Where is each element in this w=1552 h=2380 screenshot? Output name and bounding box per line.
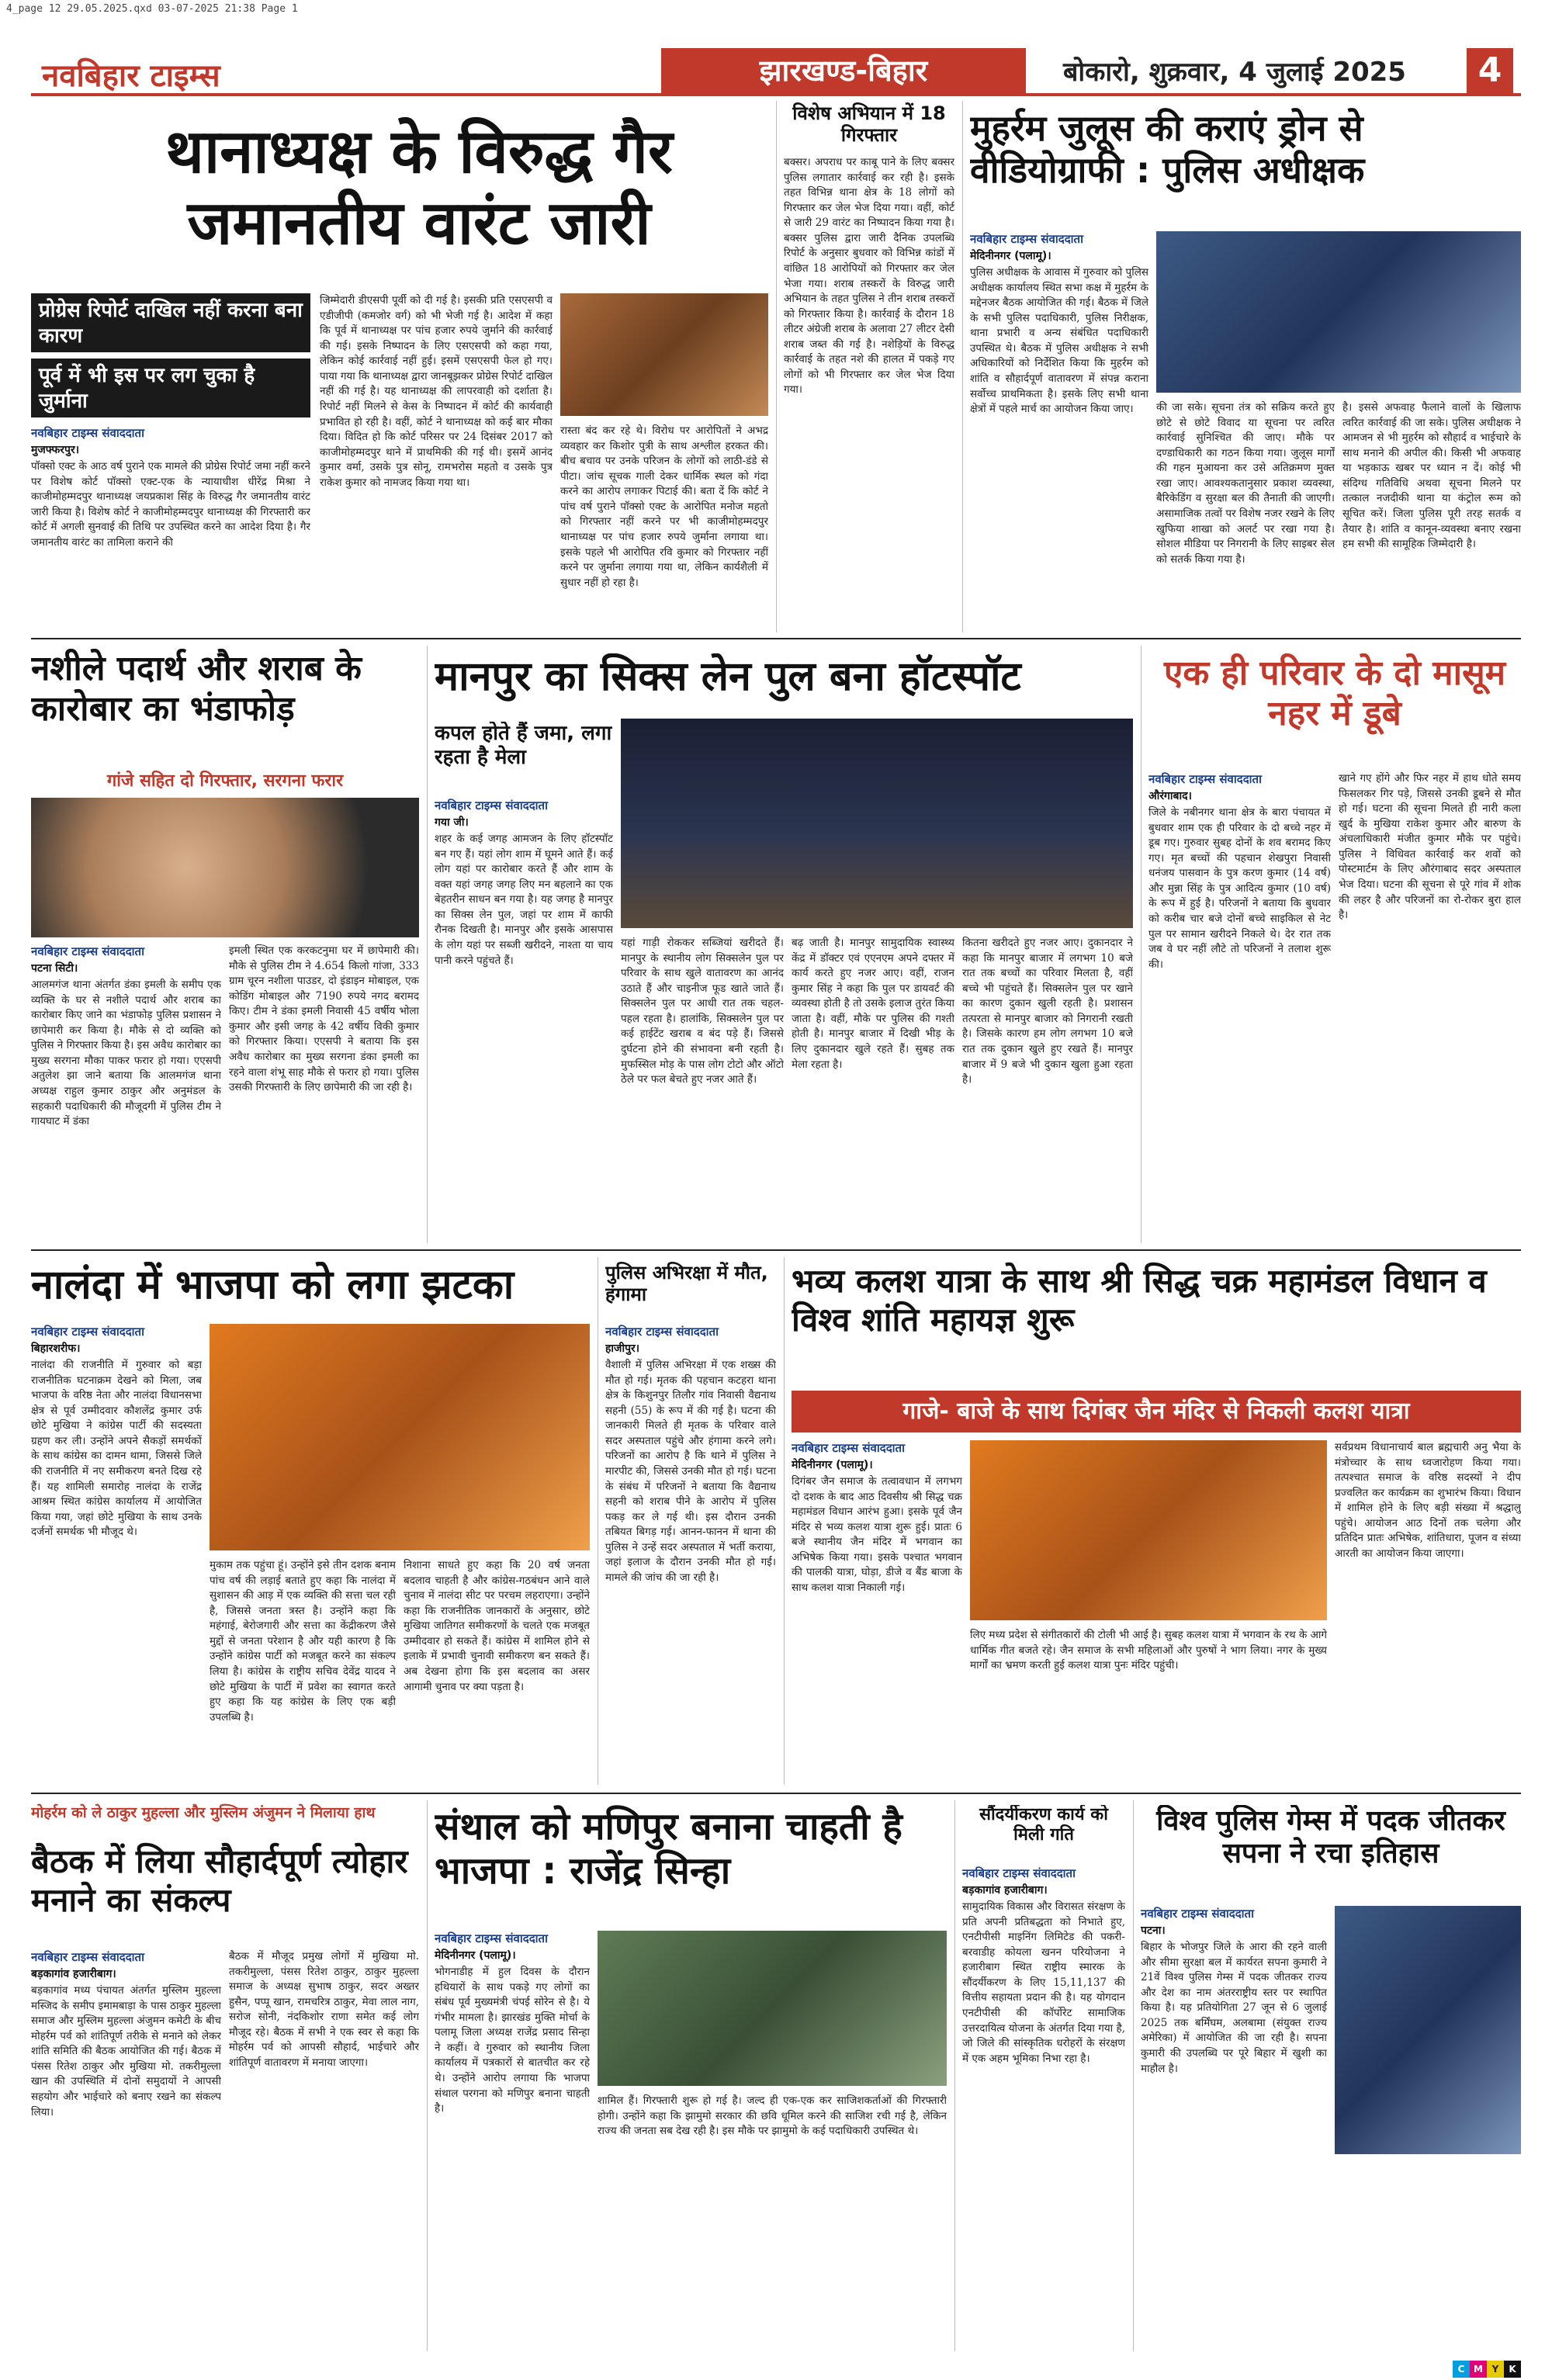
gavel-photo: [560, 293, 768, 416]
story1-text-col1: पॉक्सो एक्ट के आठ वर्ष पुराने एक मामले की प्रोग्रेस रिपोर्ट जमा नहीं करने पर विशेष कोर्ट पॉक्सो एक्ट-एक के न्यायाधीश धीरेंद्र मिश्रा ने काजीमोहम्मदपुर थानाध्यक्ष जयप्रकाश सिंह के विरुद्ध गैर जमानतीय वारंट जारी किया है। विशेष कोर्ट ने काजीमोहम्मदपुर थानाध्यक्ष की गिरफ्तारी कर कोर्ट में अगली सुनवाई की तिथि पर उपस्थित करने का आदेश दिया है। गैर जमानतीय वारंट का तामिला कराने की: [31, 460, 310, 549]
story1-text-col2: जिम्मेदारी डीएसपी पूर्वी को दी गई है। इसकी प्रति एसएसपी व एडीजीपी (कमजोर वर्ग) को भी भेजी गई है। आदेश में कहा कि पूर्व में थानाध्यक्ष पर पांच हजार रुपये जुर्माने की कार्रवाई की गई। इसके निष्पादन के लिए एसएसपी को कहा गया, लेकिन कोई कार्रवाई नहीं हुई। इसमें एसएसपी फेल हो गए। पाया गया कि थानाध्यक्ष द्वारा जानबूझकर प्रोग्रेस रिपोर्ट दाखिल नहीं की गई है। यह थानाध्यक्ष की लापरवाही को दर्शाता है। रिपोर्ट नहीं मिलने से केस के निष्पादन में कोर्ट की कार्यवाही प्रभावित हो रही है। वहीं, कोर्ट ने थानाध्यक्ष को कई बार मौका दिया। विदित हो कि कोर्ट परिसर पर 24 दिसंबर 2017 को काजीमोहम्मदपुर थाने में प्राथमिकी की गई थी। इसमें आनंद कुमार वर्मा, उसके पुत्र सोनू, रामभरोस महतो व उसके पुत्र राकेश कुमार को नामजद किया गया था।: [320, 294, 553, 489]
story12-headline: सौंदर्यीकरण कार्य को मिली गति: [979, 1805, 1108, 1845]
story8-headline: पुलिस अभिरक्षा में मौत, हंगामा: [605, 1262, 768, 1306]
story10-text-col2: बैठक में मौजूद प्रमुख लोगों में मुखिया मो. तकरीमुल्ला, पंसस रितेश ठाकुर, ठाकुर मुहल्ला समाज के अध्यक्ष सुभाष ठाकुर, सदर अख्तर हुसैन, पप्पू खान, रामचरित्र ठाकुर, मेवा लाल नाग, सरोज सोनी, नंदकिशोर राणा समेत कई लोग मौजूद रहे। बैठक में सभी ने एक स्वर से कहा कि मोहर्रम पर्व को आपसी सौहार्द, भाईचारे और शांतिपूर्ण वातावरण में मनाया जाएगा।: [229, 1950, 419, 2069]
story4-text-col2: इमली स्थित एक करकटनुमा घर में छापेमारी की। मौके से पुलिस टीम ने 4.654 किलो गांजा, 333 ग्राम चूरन नशीला पाउडर, दो इंडाइन मोबाइल, एक कोडिंग मोबाइल और 7190 रुपये नगद बरामद किए। टीम ने डंका इमली निवासी 45 वर्षीय भोला कुमार और इसी जगह के 42 वर्षीय विकी कुमार को गिरफ्तार किया। एएसपी ने बताया कि इस अवैध कारोबार का मुख्य सरगना डंका इमली का रहने वाला शंभू साह मौके से फरार हो गया। पुलिस उसकी गिरफ्तारी के लिए छापेमारी की जा रही है।: [229, 944, 419, 1094]
story10-dateline: बड़कागांव हजारीबाग।: [31, 1968, 116, 1980]
story11-headline: संथाल को मणिपुर बनाना चाहती है भाजपा : राजेंद्र सिन्हा: [435, 1805, 902, 1893]
story5-dateline: गया जी।: [435, 816, 469, 829]
story6-headline: एक ही परिवार के दो मासूम नहर में डूबे: [1163, 653, 1506, 733]
story5-headline: मानपुर का सिक्स लेन पुल बना हॉटस्पॉट: [435, 653, 1021, 700]
story11-dateline: मेदिनीनगर (पलामू)।: [435, 1949, 516, 1962]
story7-byline: नवबिहार टाइम्स संवाददाता: [31, 1325, 144, 1339]
party-joining-photo: [210, 1324, 590, 1550]
story6-byline: नवबिहार टाइम्स संवाददाता: [1148, 772, 1262, 786]
story13-headline: विश्व पुलिस गेम्स में पदक जीतकर सपना ने रचा इतिहास: [1156, 1805, 1505, 1870]
colorbar-black: K: [1504, 2361, 1521, 2378]
region-banner: झारखण्ड-बिहार: [661, 48, 1026, 93]
story2-text: बक्सर। अपराध पर काबू पाने के लिए बक्सर पुलिस लगातार कार्रवाई कर रही है। इसके तहत विभिन्न थाना क्षेत्र के 18 लोगों को गिरफ्तार कर जेल भेज दिया गया। वहीं, कोर्ट से जारी 29 वारंट का निष्पादन किया गया है। बक्सर पुलिस द्वारा जारी दैनिक उपलब्धि रिपोर्ट के अनुसार बुधवार को विभिन्न कांडों में वांछित 18 आरोपियों को गिरफ्तार कर जेल भेजा गया। शराब तस्करों के विरुद्ध जारी अभियान के तहत पुलिस ने तीन शराब तस्करों को गिरफ्तार किया है। कार्रवाई के दौरान 18 लीटर अंग्रेजी शराब के अलावा 27 लीटर देसी शराब जब्त की गई है। नशेड़ियों के विरुद्ध कार्रवाई के तहत नशे की हालत में पकड़े गए लोगों को भी गिरफ्तार कर जेल भेज दिया गया।: [784, 156, 954, 397]
story5-text-col4: कितना खरीदते हुए नजर आए। दुकानदार ने कहा कि मानपुर बाजार में लगभग 10 बजे रात तक बच्चों का परिवार मिलता है, वहीं बच्चे भी पहुंचते हैं। सिक्सलेन पुल पर खाने का कारण दुकान खुली रहती है। प्रशासन तत्परता से मानपुर बाजार को निगरानी रखती है। जिसके कारण हम लोग लगभग 10 बजे रात तक दुकान खुले हुए रखते हैं। मानपुर बाजार में 9 बजे भी दुकान खुला हुआ रहता है।: [962, 937, 1133, 1086]
paper-name: नवबिहार टाइम्स: [42, 58, 220, 94]
print-slug: 4_page 12 29.05.2025.qxd 03-07-2025 21:38 Page 1: [6, 3, 298, 15]
colorbar-magenta: M: [1470, 2361, 1487, 2378]
handcuffs-photo: [31, 798, 419, 937]
colorbar-yellow: Y: [1487, 2361, 1504, 2378]
story10-headline: बैठक में लिया सौहार्दपूर्ण त्योहार मनाने का संकल्प: [31, 1842, 408, 1919]
story13-byline: नवबिहार टाइम्स संवाददाता: [1141, 1907, 1254, 1921]
story12-text: सामुदायिक विकास और विरासत संरक्षण के प्रति अपनी प्रतिबद्धता को निभाते हुए, एनटीपीसी माइनिंग लिमिटेड की पकरी-बरवाडीह कोयला खनन परियोजना ने हजारीबाग स्थित राष्ट्रीय स्मारक के सौंदर्यीकरण के लिए 15,11,137 की वित्तीय सहायता प्रदान की है। यह योगदान एनटीपीसी की कॉर्पोरेट सामाजिक उत्तरदायित्व योजना के अंतर्गत दिया गया है, जो जिले की सांस्कृतिक धरोहरों के संरक्षण में एक अहम भूमिका निभा रहा है।: [962, 1900, 1125, 2065]
press-meet-photo: [598, 1931, 947, 2086]
story9-text-col2: लिए मध्य प्रदेश से संगीतकारों की टोली भी आई है। सुबह कलश यात्रा में भगवान के रथ के आगे धार्मिक गीत बजते रहे। जैन समाज के सभी महिलाओं और पुरुषों ने भाग लिया। नगर के मुख्य मार्गों का भ्रमण करती हुई कलश यात्रा पुनः मंदिर पहुंची।: [970, 1629, 1327, 1672]
masthead: [31, 48, 1521, 96]
story6-text-col2: खाने गए होंगे और फिर नहर में हाथ धोते समय फिसलकर गिर पड़े, जिससे उनकी डूबने से मौत हो गई। घटना की सूचना मिलते ही नारी कला खुर्द के मुखिया राकेश कुमार और बारुण के अंचलाधिकारी मंजीत कुमार मौके पर पहुंचे। पुलिस ने विधिवत कार्रवाई कर शवों को पोस्टमार्टम के लिए औरंगाबाद सदर अस्पताल भेज दिया। घटना की सूचना से पूरे गांव में शोक की लहर है और परिजनों का रो-रोकर बुरा हाल है।: [1339, 772, 1521, 922]
story5-kicker: कपल होते हैं जमा, लगा रहता है मेला: [435, 722, 612, 769]
story9-banner: गाजे- बाजे के साथ दिगंबर जैन मंदिर से निकली कलश यात्रा: [792, 1391, 1521, 1433]
story4-headline: नशीले पदार्थ और शराब के कारोबार का भंडाफोड़: [31, 649, 362, 729]
police-meeting-photo: [1156, 231, 1521, 393]
story1-headline: थानाध्यक्ष के विरुद्ध गैर जमानतीय वारंट जारी: [165, 117, 673, 259]
story11-byline: नवबिहार टाइम्स संवाददाता: [435, 1931, 548, 1945]
section-rule: [31, 638, 1521, 639]
column-divider: [954, 1800, 955, 2351]
story13-dateline: पटना।: [1141, 1924, 1166, 1937]
story3-byline: नवबिहार टाइम्स संवाददाता: [970, 232, 1083, 246]
story6-dateline: औरंगाबाद।: [1148, 790, 1192, 802]
story1-text-col3: रास्ता बंद कर रहे थे। विरोध पर आरोपितों ने अभद्र व्यवहार कर किशोर पुत्री के साथ अश्लील हरकत की। बीच बचाव पर उनके परिजन के लोगों को लाठी-डंडे से पीटा। जांच सूचक गाली देकर धार्मिक स्थल को गंदा करने का आरोप लगाकर पिटाई की। बता दें कि कोर्ट ने पांच वर्ष पुराने पॉक्सो एक्ट के आरोपित मनोज महतो को गिरफ्तार नहीं करने पर भी काजीमोहम्मदपुर थानाध्यक्ष पर पांच हजार रुपये जुर्माना लगाया था। इसके पहले भी आरोपित रवि कुमार को गिरफ्तार नहीं करने पर जुर्माना लगाया गया था, लेकिन कार्यशैली में सुधार नहीं हो रहा है।: [560, 424, 768, 589]
story11-text-col1: भोगनाडीह में हुल दिवस के दौरान हथियारों के साथ पकड़े गए लोगों का संबंध पूर्व मुख्यमंत्री चंपई सोरेन से है। ये गंभीर मामला है। झारखंड मुक्ति मोर्चा के पलामू जिला अध्यक्ष राजेंद्र प्रसाद सिन्हा ने कहीं। वे गुरुवार को स्थानीय जिला कार्यालय में पत्रकारों से बातचीत कर रहे थे। उन्होंने आरोप लगाया कि भाजपा संथाल परगना को मणिपुर बनाना चाहती है।: [435, 1966, 590, 2115]
column-divider: [784, 1257, 785, 1785]
story9-text-col3: सर्वप्रथम विधानाचार्य बाल ब्रह्मचारी अनु भैया के मंत्रोच्चार के साथ ध्वजारोहण किया गया। तत्पश्चात समाज के वरिष्ठ सदस्यों ने दीप प्रज्वलित कर कार्यक्रम का शुभारंभ किया। विधान में शामिल होने के लिए बड़ी संख्या में श्रद्धालु पहुंचे। आयोजन आठ दिनों तक चलेगा और प्रतिदिन प्रातः अभिषेक, शांतिधारा, पूजन व संध्या आरती का आयोजन किया जाएगा।: [1335, 1441, 1521, 1560]
story7-text-col3: निशाना साधते हुए कहा कि 20 वर्ष जनता बदलाव चाहती है और कांग्रेस-गठबंधन आने वाले चुनाव में नालंदा सीट पर परचम लहराएगा। उन्होंने कहा कि राजनीतिक जानकारों के अनुसार, छोटे मुखिया जातिगत समीकरणों के चलते एक मजबूत उम्मीदवार हो सकते हैं। कांग्रेस में शामिल होने से इलाके में प्रभावी चुनावी समीकरण बन सकते हैं। अब देखना होगा कि इस बदलाव का असर आगामी चुनाव पर क्या पड़ता है।: [404, 1559, 590, 1693]
story9-text-col1: दिगंबर जैन समाज के तत्वावधान में लगभग दो दशक के बाद आठ दिवसीय श्री सिद्ध चक्र महामंडल विधान आरंभ हुआ। इसके पूर्व जैन मंदिर से भव्य कलश यात्रा शुरू हुई। प्रातः 6 बजे स्थानीय जैन मंदिर में भगवान का अभिषेक किया गया। इसके पश्चात भगवान की पालकी यात्रा, घोड़ा, डीजे व बैंड बाजा के साथ कलश यात्रा निकाली गई।: [792, 1475, 962, 1594]
cmyk-colorbar: [1453, 2361, 1521, 2378]
column-divider: [427, 646, 428, 1243]
bridge-night-photo: [621, 719, 1133, 928]
kalash-yatra-photo: [970, 1440, 1327, 1620]
column-divider: [962, 101, 963, 632]
column-divider: [776, 101, 777, 632]
story12-dateline: बड़कागांव हजारीबाग।: [962, 1884, 1048, 1897]
story1-bullet-1: प्रोग्रेस रिपोर्ट दाखिल नहीं करना बना कारण: [31, 293, 310, 352]
section-rule: [31, 1249, 1521, 1251]
story10-kicker: मोहर्रम को ले ठाकुर मुहल्ला और मुस्लिम अंजुमन ने मिलाया हाथ: [31, 1804, 376, 1821]
story3-text-col1: पुलिस अधीक्षक के आवास में गुरुवार को पुलिस अधीक्षक कार्यालय स्थित सभा कक्ष में मुहर्रम के मद्देनजर बैठक आयोजित की गई। बैठक में जिले के सभी पुलिस पदाधिकारी, पुलिस निरीक्षक, थाना प्रभारी व अन्य संबंधित पदाधिकारी उपस्थित थे। बैठक में पुलिस अधीक्षक ने सभी अधिकारियों को निर्देशित किया कि मुहर्रम को शांति व सौहार्दपूर्ण वातावरण में संपन्न कराना सर्वोच्च प्राथमिकता है। इसके लिए सभी थाना क्षेत्रों में पहले मार्च का आयोजन किया जाए।: [970, 266, 1148, 416]
story13-text: बिहार के भोजपुर जिले के आरा की रहने वाली और सीमा सुरक्षा बल में कार्यरत सपना कुमारी ने 21वें विश्व पुलिस गेम्स में पदक जीतकर राज्य और देश का नाम अंतरराष्ट्रीय स्तर पर स्थापित किया है। यह प्रतियोगिता 27 जून से 6 जुलाई 2025 तक बर्मिंघम, अलबामा (संयुक्त राज्य अमेरिका) में आयोजित की जा रही है। सपना कुमारी की उपलब्धि पर पूरे बिहार में खुशी का माहौल है।: [1141, 1941, 1327, 2075]
story10-byline: नवबिहार टाइम्स संवाददाता: [31, 1950, 144, 1964]
story2-headline: विशेष अभियान में 18 गिरफ्तार: [792, 102, 946, 147]
story7-text-col1: नालंदा की राजनीति में गुरुवार को बड़ा राजनीतिक घटनाक्रम देखने को मिला, जब भाजपा के वरिष्ठ नेता और नालंदा विधानसभा क्षेत्र से पूर्व उम्मीदवार कौशलेंद्र कुमार उर्फ छोटे मुखिया ने कांग्रेस पार्टी की सदस्यता ग्रहण कर ली। उन्होंने अपने सैकड़ों समर्थकों के साथ कांग्रेस का दामन थामा, जिससे जिले की राजनीति में नए समीकरण बनते दिख रहे हैं। यह शामिली समारोह नालंदा के राजेंद्र आश्रम स्थित कांग्रेस कार्यालय में आयोजित किया गया, जहां छोटे मुखिया के साथ उनके दर्जनों समर्थक भी मौजूद थे।: [31, 1359, 202, 1539]
story9-byline: नवबिहार टाइम्स संवाददाता: [792, 1441, 905, 1455]
story6-text-col1: जिले के नबीनगर थाना क्षेत्र के बारा पंचायत में बुधवार शाम एक ही परिवार के दो बच्चे नहर में डूब गए। गुरुवार सुबह दोनों के शव बरामद किए गए। मृत बच्चों की पहचान शेखपुरा निवासी धनंजय पासवान के पुत्र करण कुमार (14 वर्ष) और मुन्ना सिंह के पुत्र आदित्य कुमार (10 वर्ष) के रूप में हुई है। परिजनों ने बताया कि बुधवार को करीब चार बजे दोनों बच्चे साइकिल से नेट पुल पर सामान खरीदने निकले थे। देर रात तक जब वे घर नहीं लौटे तो परिजनों ने तलाश शुरू की।: [1148, 806, 1331, 971]
story4-byline: नवबिहार टाइम्स संवाददाता: [31, 944, 144, 958]
story1-bullet-2: पूर्व में भी इस पर लग चुका है जुर्माना: [31, 359, 310, 417]
story8-byline: नवबिहार टाइम्स संवाददाता: [605, 1325, 719, 1339]
story5-text-col1: शहर के कई जगह आमजन के लिए हॉटस्पॉट बन गए हैं। यहां लोग शाम में घूमने आते हैं। कई लोग यहां पर कारोबार करते हैं और शाम के वक्त यहां जगह जगह लिए मन बहलाने का एक बेहतरीन साधन बन गया है। यह जगह है मानपुर का सिक्स लेन पुल, जहां पर शाम में काफी रौनक दिखती है। मानपुर और इसके आसपास के लोग यहां पर सब्जी खरीदने, नाश्ता या चाय पानी करने पहुंचते हैं।: [435, 833, 613, 967]
story5-text-col3: बढ़ जाती है। मानपुर सामुदायिक स्वास्थ्य केंद्र में डॉक्टर एवं एएनएम अपने दफ्तर में कार्य करते हुए नजर आए। वहीं, राजन कुमार सिंह ने कहा कि पुल पर डायवर्ट की व्यवस्था होती है तो उसके इलाज तुरंत किया जाता है। वहीं, मौके पर पुलिस की गश्ती होती है। मानपुर बाजार में दिखी भीड़ के लिए दुकानदार खुले रहते हैं। सुबह तक मेला रहता है।: [792, 937, 954, 1071]
story3-dateline: मेदिनीनगर (पलामू)।: [970, 250, 1051, 262]
page-number: 4: [1467, 48, 1513, 95]
story3-headline: मुहर्रम जुलूस की कराएं ड्रोन से वीडियोग्राफी : पुलिस अधीक्षक: [970, 107, 1365, 192]
story1-dateline: मुजफ्फरपुर।: [31, 444, 80, 456]
story8-text: वैशाली में पुलिस अभिरक्षा में एक शख्स की मौत हो गई। मृतक की पहचान कटहरा थाना क्षेत्र के किशुनपुर तिलौर गांव निवासी वैद्यनाथ सहनी (55) के रूप में की गई है। घटना की जानकारी मिलते ही मृतक के परिवार वाले सदर अस्पताल पहुंचे और हंगामा करने लगे। परिजनों का आरोप है कि थाने में पुलिस ने मारपीट की, जिससे उनकी मौत हो गई। घटना के संबंध में परिजनों ने बताया कि वैद्यनाथ सहनी को शराब पीने के आरोप में पुलिस पकड़ कर ले गई थी। इस दौरान उनकी तबियत बिगड़ गई। आनन-फानन में थाना की पुलिस ने उन्हें सदर अस्पताल में भर्ती कराया, जहां इलाज के दौरान उनकी मौत हो गई। मामले की जांच की जा रही है।: [605, 1359, 776, 1584]
print-footer: [0, 2361, 1552, 2380]
story9-headline: भव्य कलश यात्रा के साथ श्री सिद्ध चक्र महामंडल विधान व विश्व शांति महायज्ञ शुरू: [792, 1262, 1487, 1339]
column-divider: [427, 1800, 428, 2351]
story5-byline: नवबिहार टाइम्स संवाददाता: [435, 799, 548, 812]
story4-text-col1: आलमगंज थाना अंतर्गत डंका इमली के समीप एक व्यक्ति के घर से नशीले पदार्थ और शराब का कारोबार किए जाने का भंडाफोड़ पुलिस प्रशासन ने छापेमारी कर किया है। मौके से दो व्यक्ति को पुलिस ने गिरफ्तार किया है। इस अवैध कारोबार का मुख्य सरगना मौका पाकर फरार हो गया। एएसपी अतुलेश झा जाने बताया कि आलमगंज थाना अध्यक्ष राहुल कुमार ठाकुर और अनुमंडल के सहकारी पदाधिकारी की मौजूदगी में पुलिस टीम ने गायघाट में डंका: [31, 979, 221, 1128]
story7-dateline: बिहारशरीफ।: [31, 1342, 81, 1355]
story10-text-col1: बड़कागांव मध्य पंचायत अंतर्गत मुस्लिम मुहल्ला मस्जिद के समीप इमामबाड़ा के पास ठाकुर मुहल्ला समाज और मुस्लिम मुहल्ला अंजुमन कमेटी के बीच मोहर्रम पर्व को शांतिपूर्ण तरीके से मनाने को लेकर शांति समिति की बैठक आयोजित की गई। बैठक में पंसस रितेश ठाकुर और मुखिया मो. तकरीमुल्ला खान की उपस्थिति में दोनों समुदायों ने आपसी सहयोग और भाईचारे को बनाए रखने का संकल्प लिया।: [31, 1984, 221, 2118]
story7-headline: नालंदा में भाजपा को लगा झटका: [31, 1262, 514, 1308]
edition-date: बोकारो, शुक्रवार, 4 जुलाई 2025: [1063, 57, 1406, 88]
story4-dateline: पटना सिटी।: [31, 962, 78, 975]
story8-dateline: हाजीपुर।: [605, 1342, 640, 1355]
athlete-photo: [1335, 1906, 1521, 2154]
colorbar-cyan: C: [1453, 2361, 1470, 2378]
story3-text-col3: है। इससे अफवाह फैलाने वालों के खिलाफ त्वरित कार्रवाई की जा सके। पुलिस अधीक्षक ने आमजन से भी मुहर्रम को सौहार्द व भाईचारे के साथ मनाने की अपील की। किसी भी अफवाह या भड़काऊ खबर पर ध्यान न दें। कोई भी संदिग्ध गतिविधि अथवा सूचना मिलने पर तत्काल नजदीकी थाना या कंट्रोल रूम को सूचित करें। जिला पुलिस पूरी तरह सतर्क व तैयार है। शांति व कानून-व्यवस्था बनाए रखना हम सभी की सामूहिक जिम्मेदारी है।: [1342, 401, 1521, 551]
column-divider: [1133, 1800, 1134, 2351]
story9-dateline: मेदिनीनगर (पलामू)।: [792, 1459, 873, 1471]
story12-byline: नवबिहार टाइम्स संवाददाता: [962, 1866, 1076, 1880]
story4-subhead: गांजे सहित दो गिरफ्तार, सरगना फरार: [106, 771, 344, 791]
story3-text-col2: की जा सके। सूचना तंत्र को सक्रिय करते हुए छोटे से छोटे विवाद या सूचना पर त्वरित कार्रवाई सुनिश्चित की जाए। मौके पर दण्डाधिकारी का गठन किया गया। जुलूस मार्गों की गहन मुआयना कर उसे अतिक्रमण मुक्त रखा जाए। आवश्यकतानुसार प्रकाश व्यवस्था, बैरिकेडिंग व सुरक्षा बल की तैनाती की जाएगी। असामाजिक तत्वों पर विशेष नजर रखने के लिए खुफिया शाखा को अलर्ट पर रखा गया है। सोशल मीडिया पर निगरानी के लिए साइबर सेल को सतर्क किया गया है।: [1156, 401, 1335, 566]
section-rule: [31, 1793, 1521, 1794]
story7-text-col2: मुकाम तक पहुंचा हूं। उन्होंने इसे तीन दशक बनाम पांच वर्ष की लड़ाई बताते हुए कहा कि नालंदा में सुशासन की आड़ में एक व्यक्ति की सत्ता चल रही है, जिससे जनता त्रस्त है। उन्होंने कहा कि महंगाई, बेरोजगारी और सत्ता का केंद्रीकरण जैसे मुद्दों से जनता परेशान है और यही कारण है कि उन्होंने कांग्रेस पार्टी को मजबूत करने का संकल्प लिया है। कांग्रेस के राष्ट्रीय सचिव देवेंद्र यादव ने छोटे मुखिया के पार्टी में प्रवेश का स्वागत करते हुए कहा कि यह कांग्रेस के लिए एक बड़ी उपलब्धि है।: [210, 1559, 396, 1724]
story1-byline: नवबिहार टाइम्स संवाददाता: [31, 426, 144, 440]
story11-text-col2: शामिल हैं। गिरफ्तारी शुरू हो गई है। जल्द ही एक-एक कर साजिशकर्ताओं की गिरफ्तारी होगी। उन्होंने कहा कि झामुमो सरकार की छवि धूमिल करने की साजिश रची गई है, लेकिन राज्य की जनता सब देख रही है। इस मौके पर झामुमो के कई पदाधिकारी उपस्थित थे।: [598, 2094, 947, 2138]
story5-text-col2: यहां गाड़ी रोककर सब्जियां खरीदते हैं। मानपुर के स्थानीय लोग सिक्सलेन पुल पर परिवार के साथ खुले वातावरण का आनंद उठाते हैं और चाइनीज फूड खाते जाते हैं। सिक्सलेन पुल पर आधी रात तक चहल-पहल रहता है। हालांकि, सिक्सलेन पुल पर कई हाईटेंट खराब व बंद पड़े हैं। जिससे दुर्घटना होने की संभावना बनी रहती है। मुफस्सिल मोड़ के पास लोग टोटो और ऑटो ठेले पर फल बेचते हुए नजर आते हैं।: [621, 937, 784, 1086]
